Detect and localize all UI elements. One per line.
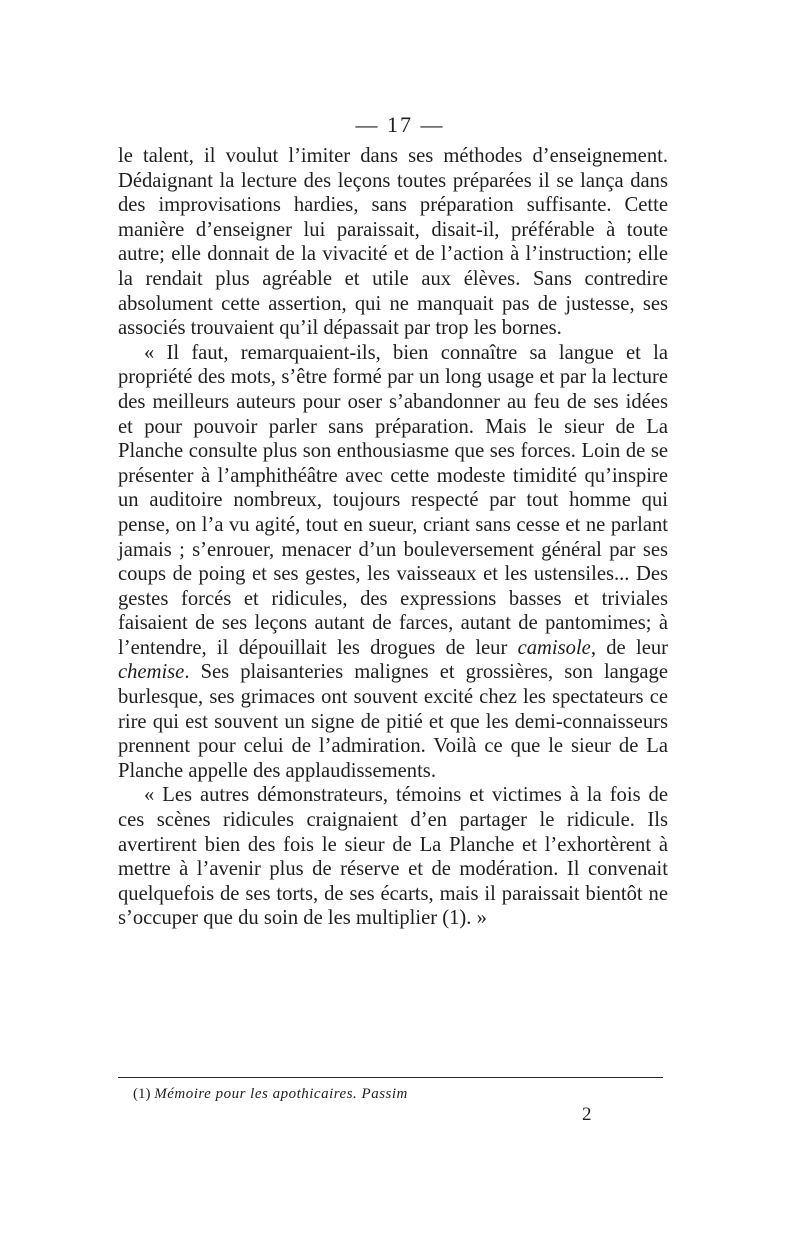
italic-camisole: camisole [517, 636, 591, 659]
page-number: — 17 — [355, 112, 445, 137]
footnote [133, 1084, 653, 1104]
footnote-marker: (1) [133, 1086, 151, 1102]
footnote-divider [118, 1077, 663, 1078]
paragraph-1-text: le talent, il voulut l’imiter dans ses méthodes d’enseignement. Dédaignant la lecture des leçons toutes préparées il se lança dans des improvisations hardies, sans préparation suffisante. Cette manière d’enseigner lui paraissait, disait-il, préférable à toute autre; elle donnait de la vivacité et de l’action à l’instruction; elle la rendait plus agréable et utile aux élèves. Sans contredire absolument cette assertion, qui ne manquait pas de justesse, ses associés trouvaient qu’il dépassait par trop les bornes. [118, 145, 668, 340]
paragraph-3-text: « Les autres démonstrateurs, témoins et victimes à la fois de ces scènes ridicules craignaient d’en partager le ridicule. Ils avertirent bien des fois le sieur de La Planche et l’exhortèrent à mettre à l’avenir plus de réserve et de modération. Il convenait quelquefois de ses torts, de ses écarts, mais il paraissait bientôt ne s’occuper que du soin de les multiplier (1). » [118, 784, 668, 930]
paragraph-1 [118, 144, 668, 341]
paragraph-2 [118, 341, 668, 784]
page-body [118, 112, 668, 931]
paragraph-2-text-a: « Il faut, remarquaient-ils, bien connaître sa langue et la propriété des mots, s’être formé par un long usage et par la lecture des meilleurs auteurs pour oser s’abandonner au feu de ses idées et pour pouvoir parler sans préparation. Mais le sieur de La Planche consulte plus son enthousiasme que ses forces. Loin de se présenter à l’amphithéâtre avec cette modeste timidité qu’inspire un auditoire nombreux, toujours respecté par tout homme qui pense, on l’a vu agité, tout en sueur, criant sans cesse et ne parlant jamais ; s’enrouer, menacer d’un bouleversement général par ses coups de poing et ses gestes, les vaisseaux et les ustensiles... Des gestes forcés et ridicules, des expressions basses et triviales faisaient de ses leçons autant de farces, autant de pantomimes; à l’entendre, il dépouillait les drogues de leur [118, 341, 668, 659]
paragraph-2-text-b: , de leur [590, 636, 668, 659]
footnote-text: Mémoire pour les apothicaires. Passim [154, 1086, 408, 1102]
paragraph-2-text-c: . Ses plaisanteries malignes et grossières, son langage burlesque, ses grimaces ont souvent excité chez les spectateurs ce rire qui est souvent un signe de pitié et que les demi-connaisseurs prennent pour celui de l’admiration. Voilà ce que le sieur de La Planche appelle des applaudissements. [118, 661, 668, 782]
paragraph-3 [118, 783, 668, 931]
signature-mark: 2 [582, 1104, 592, 1125]
italic-chemise: chemise [118, 661, 185, 684]
